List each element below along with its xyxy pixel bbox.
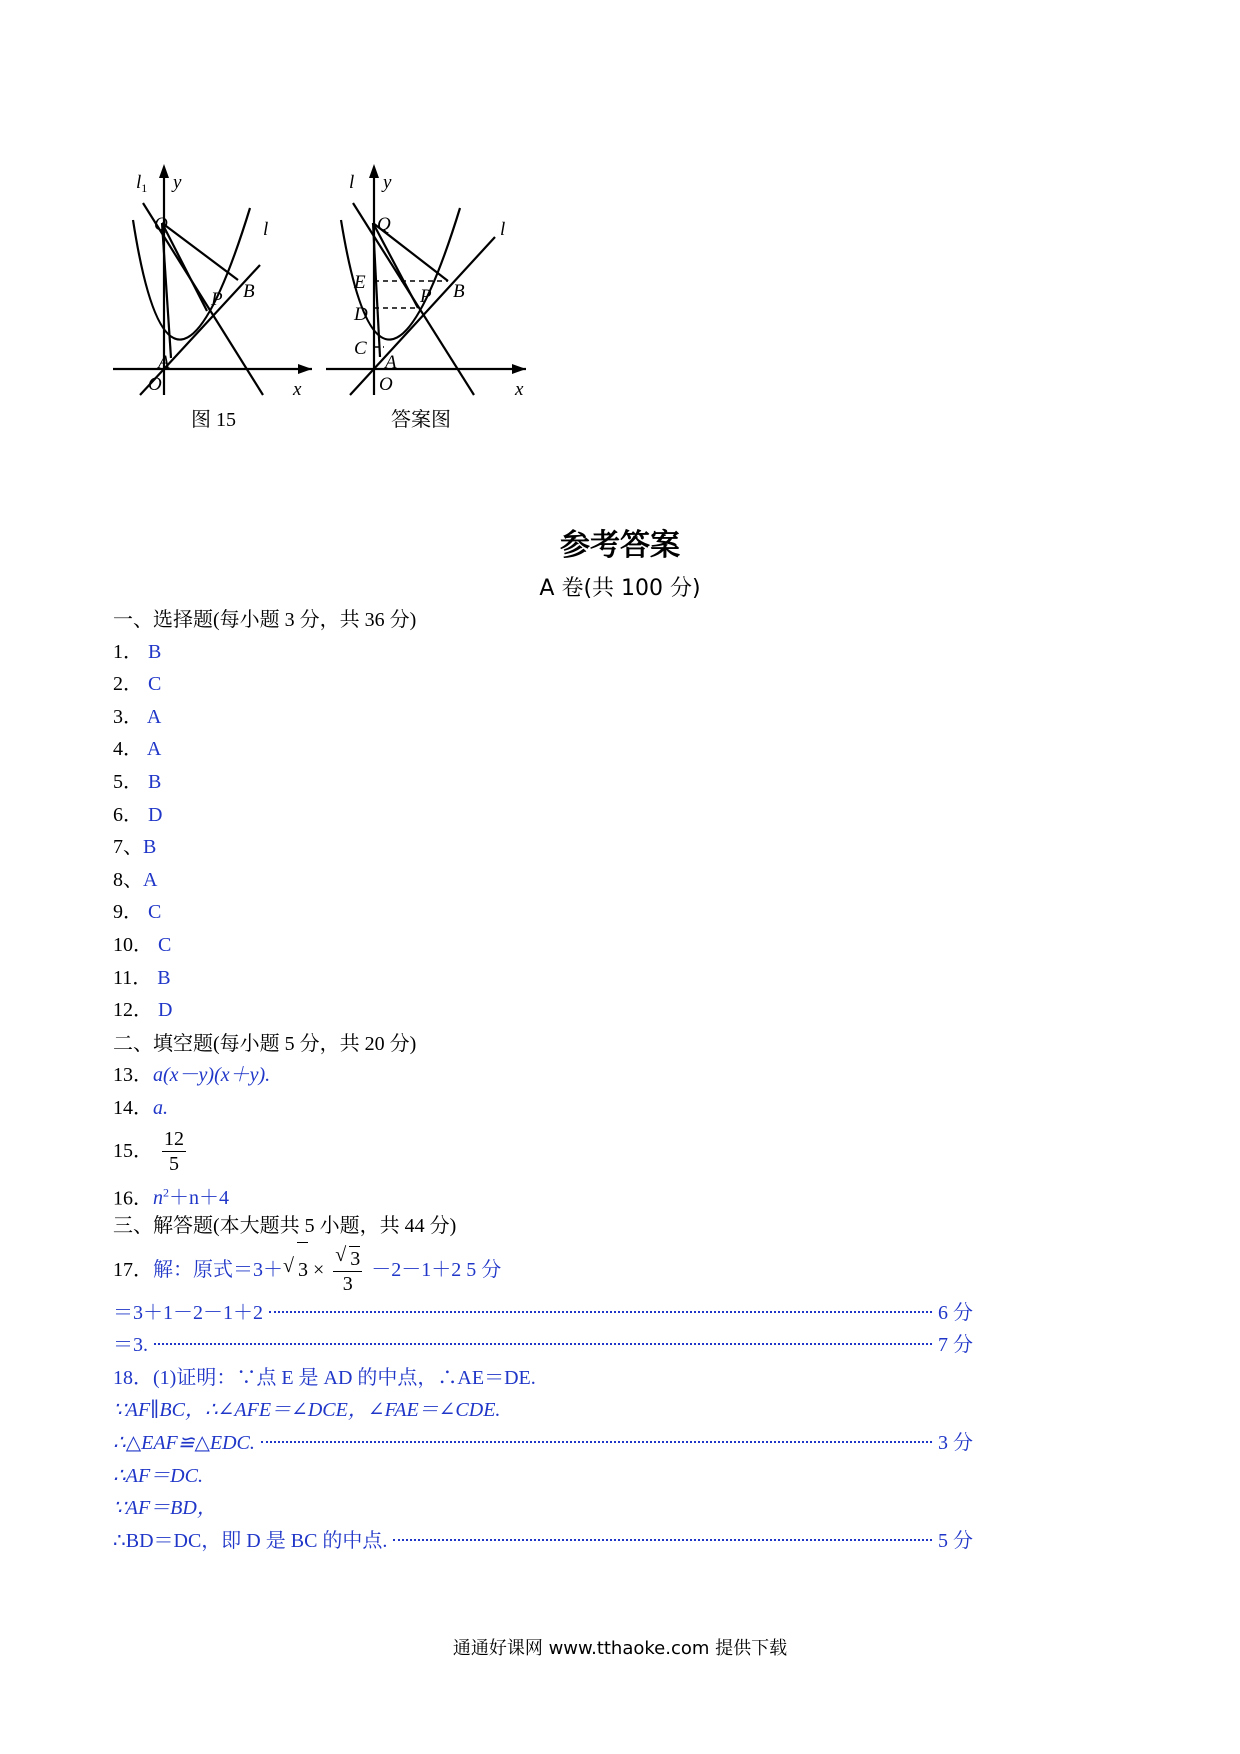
fig2-label-D: D bbox=[354, 304, 368, 325]
fig2-label-B: B bbox=[453, 281, 465, 302]
fig2-label-l: l bbox=[349, 172, 355, 193]
section3-heading: 三、解答题(本大题共 5 小题，共 44 分) bbox=[113, 1213, 457, 1238]
answer-content bbox=[113, 603, 973, 1557]
choice-row: 1． B bbox=[113, 640, 162, 663]
fig2-label-O: O bbox=[379, 374, 393, 395]
fig1-label-Q: Q bbox=[154, 214, 168, 235]
fig1-label-l: l bbox=[263, 219, 269, 240]
q18-line5: ∵AF＝BD， bbox=[113, 1497, 217, 1520]
choice-row: 11． B bbox=[113, 966, 171, 989]
fig1-parabola bbox=[133, 208, 250, 340]
fig1-caption: 图 15 bbox=[191, 409, 236, 431]
q17-line3: ＝3. 7 分 bbox=[113, 1334, 973, 1357]
choice-row: 7、B bbox=[113, 836, 157, 859]
fig1-segment-QP bbox=[162, 223, 207, 311]
fraction: $\frac{12}{5}$ bbox=[164, 1128, 184, 1176]
choice-row: 6． D bbox=[113, 803, 163, 826]
choice-row: 2． C bbox=[113, 673, 162, 696]
choice-row: 12． D bbox=[113, 999, 173, 1022]
q18-line4: ∴AF＝DC. bbox=[113, 1464, 203, 1487]
fig1-label-B: B bbox=[243, 281, 255, 302]
fig2-label-Q: Q bbox=[377, 214, 391, 235]
fig1-label-P: P bbox=[211, 289, 223, 310]
q17-line1: 17．解：原式＝3＋√ 3 × √ $\frac{3}{3}$ －2－1＋2 5 分 bbox=[113, 1242, 973, 1297]
fig1-label-y: y bbox=[173, 172, 182, 193]
choice-row: 8、A bbox=[113, 868, 158, 891]
fill-q14: 14．a. bbox=[113, 1096, 168, 1119]
page-footer: 通通好课网 www.tthaoke.com 提供下载 bbox=[452, 1638, 788, 1659]
fig2-label-A: A bbox=[385, 352, 397, 373]
section2-heading: 二、填空题(每小题 5 分，共 20 分) bbox=[113, 1030, 417, 1055]
choice-row: 5． B bbox=[113, 770, 162, 793]
fraction: √ $\frac{3}{3}$ bbox=[333, 1246, 362, 1296]
fig2-label-l-right: l bbox=[500, 219, 506, 240]
q17-line2: ＝3＋1－2－1＋2 6 分 bbox=[113, 1301, 973, 1324]
fig2-segment-QP bbox=[373, 223, 418, 308]
q18-line3: ∴△EAF≌△EDC. 3 分 bbox=[113, 1432, 973, 1455]
choice-row: 4． A bbox=[113, 738, 162, 761]
fig2-label-y: y bbox=[383, 172, 392, 193]
fig1-label-O: O bbox=[148, 374, 162, 395]
page-subtitle: A 卷(共 100 分) bbox=[539, 576, 701, 601]
choice-row: 3． A bbox=[113, 705, 162, 728]
fig1-label-A: A bbox=[158, 352, 170, 373]
geometry-figures bbox=[108, 160, 538, 440]
q18-line2: ∵AF∥BC，∴∠AFE＝∠DCE，∠FAE＝∠CDE. bbox=[113, 1399, 501, 1422]
figures bbox=[108, 160, 538, 445]
q18-line6: ∴BD＝DC，即 D 是 BC 的中点. 5 分 bbox=[113, 1529, 973, 1552]
fig2-label-E: E bbox=[354, 272, 366, 293]
choice-row: 10． C bbox=[113, 933, 172, 956]
q18-line1: 18．(1)证明：∵点 E 是 AD 的中点，∴AE＝DE. bbox=[113, 1366, 536, 1389]
fig2-label-P: P bbox=[420, 286, 432, 307]
fig2-caption: 答案图 bbox=[391, 409, 451, 431]
fill-q16: 16．$n^2+n+4$ bbox=[113, 1185, 229, 1210]
section1-heading: 一、选择题(每小题 3 分，共 36 分) bbox=[113, 607, 417, 631]
fig1-label-x: x bbox=[293, 379, 302, 400]
page-title: 参考答案 bbox=[560, 528, 680, 563]
fig1-label-l1: $l_1$ bbox=[136, 172, 148, 195]
fill-q13: 13．a(x－y)(x＋y). bbox=[113, 1064, 271, 1087]
fig2-label-C: C bbox=[354, 338, 367, 359]
fill-q15: 15． $\frac{12}{5}$ bbox=[113, 1128, 184, 1176]
choice-row: 9． C bbox=[113, 901, 162, 924]
fig2-label-x: x bbox=[515, 379, 524, 400]
